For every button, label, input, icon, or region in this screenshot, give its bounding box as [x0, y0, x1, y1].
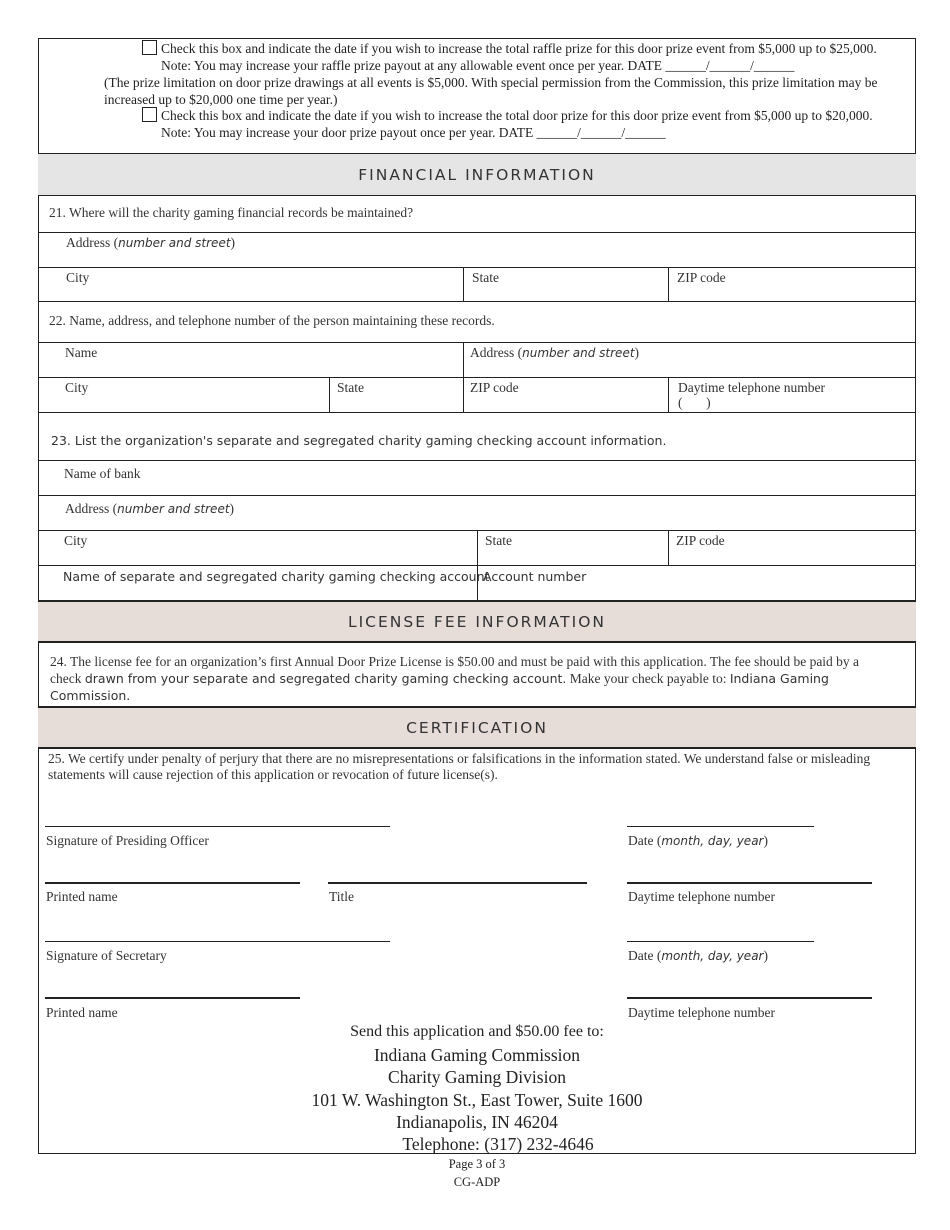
rule	[38, 377, 916, 378]
label-text: Address (	[470, 345, 523, 360]
label-text: )	[229, 501, 235, 516]
divider	[668, 530, 669, 565]
divider	[463, 377, 464, 412]
q23-bank-name-label: Name of bank	[64, 466, 141, 481]
question-22: 22. Name, address, and telephone number of the person maintaining these records.	[49, 313, 495, 328]
q23-city-label: City	[64, 533, 88, 548]
q22-address-label	[470, 345, 639, 361]
label-text: Date (	[628, 948, 662, 963]
presiding-phone-label: Daytime telephone number	[628, 889, 775, 904]
payee-name: Indiana Gaming Commission.	[50, 671, 829, 703]
secretary-date-line[interactable]	[627, 941, 814, 942]
q22-city-label: City	[65, 380, 89, 395]
rule	[38, 495, 916, 496]
label-text: )	[763, 948, 768, 963]
label-text: Address (	[66, 235, 119, 250]
certification-heading: CERTIFICATION	[38, 706, 916, 749]
secretary-phone-label: Daytime telephone number	[628, 1005, 775, 1020]
secretary-printed-name-line[interactable]	[45, 997, 300, 999]
question-23: 23. List the organization's separate and segregated charity gaming checking account information.	[51, 433, 667, 448]
rule	[38, 232, 916, 233]
financial-heading: FINANCIAL INFORMATION	[38, 153, 916, 196]
secretary-phone-line[interactable]	[627, 997, 872, 999]
question-21: 21. Where will the charity gaming financial records be maintained?	[49, 205, 414, 220]
question-25	[48, 751, 912, 783]
divider	[463, 267, 464, 302]
q22-phone-label	[678, 380, 825, 410]
door-increase-checkbox[interactable]	[142, 107, 157, 122]
label-text: )	[763, 833, 768, 848]
rule	[38, 301, 916, 302]
q24-line-2	[50, 670, 912, 704]
door-check-text: Check this box and indicate the date if you wish to increase the total door prize for this door prize event from $5,000 up to $20,000.	[161, 108, 873, 123]
q23-zip-label: ZIP code	[676, 533, 725, 548]
rule	[38, 460, 916, 461]
q21-city-label: City	[66, 270, 90, 285]
q25-line-2: statements will cause rejection of this application or revocation of future license(s).	[48, 767, 498, 782]
phone-label-text: Daytime telephone number	[678, 380, 825, 395]
door-note: Note: You may increase your door prize payout once per year. DATE ______/______/______	[161, 125, 666, 140]
question-24	[50, 653, 912, 704]
raffle-check-text: Check this box and indicate the date if you wish to increase the total raffle prize for this door prize event from $5,000 up to $25,000.	[161, 41, 877, 56]
presiding-printed-name-line[interactable]	[45, 882, 300, 884]
label-text: )	[634, 345, 640, 360]
mailing-division: Charity Gaming Division	[388, 1067, 566, 1087]
label-italic: month, day, year	[661, 834, 764, 848]
q23-state-label: State	[485, 533, 512, 548]
presiding-date-line[interactable]	[627, 826, 814, 827]
label-italic: number and street	[117, 502, 230, 516]
phone-area-code: ( )	[678, 395, 711, 410]
q21-state-label: State	[472, 270, 499, 285]
q23-checking-account-label: Name of separate and segregated charity gaming checking account	[63, 569, 490, 584]
q24-text: check	[50, 671, 85, 686]
q21-zip-label: ZIP code	[677, 270, 726, 285]
q24-text-emphasis: drawn from your separate and segregated charity gaming checking account.	[84, 671, 567, 686]
raffle-note: Note: You may increase your raffle prize payout at any allowable event once per year. DATE ______/______/______	[161, 58, 795, 73]
q23-account-number-label: Account number	[483, 569, 587, 584]
raffle-increase-block	[142, 40, 912, 74]
rule	[38, 342, 916, 343]
limitation-line-2: increased up to $20,000 one time per year.)	[104, 92, 338, 107]
divider	[463, 342, 464, 377]
mailing-org: Indiana Gaming Commission	[373, 1045, 581, 1065]
q25-line-1: 25. We certify under penalty of perjury that there are no misrepresentations or falsifications in the information stated. We understand false or misleading	[48, 751, 871, 766]
presiding-officer-signature-line[interactable]	[45, 826, 390, 827]
q22-state-label: State	[337, 380, 364, 395]
page-number: Page 3 of 3	[448, 1157, 506, 1171]
mailing-city-state: Indianapolis, IN 46204	[396, 1112, 558, 1132]
label-text: Address (	[65, 501, 118, 516]
license-fee-heading: LICENSE FEE INFORMATION	[38, 600, 916, 643]
send-instruction: Send this application and $50.00 fee to:	[350, 1023, 604, 1040]
limitation-block	[104, 74, 914, 108]
divider	[668, 267, 669, 302]
q22-name-label: Name	[65, 345, 98, 360]
raffle-increase-checkbox[interactable]	[142, 40, 157, 55]
door-increase-block	[142, 107, 912, 141]
rule	[38, 267, 916, 268]
presiding-phone-line[interactable]	[627, 882, 872, 884]
divider	[668, 377, 669, 412]
label-text: Date (	[628, 833, 662, 848]
top-border	[38, 38, 916, 39]
presiding-title-label: Title	[329, 889, 355, 904]
divider	[329, 377, 330, 412]
q24-line-1: 24. The license fee for an organization’s first Annual Door Prize License is $50.00 and must be paid with this application. The fee should be paid by a	[50, 654, 860, 669]
secretary-date-label	[628, 948, 768, 964]
label-italic: number and street	[522, 346, 635, 360]
q24-text: Make your check payable to:	[566, 671, 730, 686]
q23-address-label	[65, 501, 234, 517]
mailing-phone: Telephone: (317) 232-4646	[402, 1134, 594, 1154]
q22-zip-label: ZIP code	[470, 380, 519, 395]
label-text: )	[230, 235, 236, 250]
label-italic: number and street	[118, 236, 231, 250]
label-italic: month, day, year	[661, 949, 764, 963]
secretary-signature-line[interactable]	[45, 941, 390, 942]
presiding-date-label	[628, 833, 768, 849]
limitation-line-1: (The prize limitation on door prize drawings at all events is $5,000. With special permission from the Commission, this prize limitation may be	[104, 75, 878, 90]
presiding-title-line[interactable]	[328, 882, 587, 884]
presiding-officer-signature-label: Signature of Presiding Officer	[46, 833, 209, 848]
secretary-printed-name-label: Printed name	[46, 1005, 118, 1020]
secretary-signature-label: Signature of Secretary	[46, 948, 167, 963]
rule	[38, 412, 916, 413]
mailing-street: 101 W. Washington St., East Tower, Suite 1600	[311, 1090, 643, 1110]
presiding-printed-name-label: Printed name	[46, 889, 118, 904]
form-id: CG-ADP	[453, 1175, 501, 1189]
q21-address-input[interactable]	[40, 248, 910, 266]
rule	[38, 565, 916, 566]
